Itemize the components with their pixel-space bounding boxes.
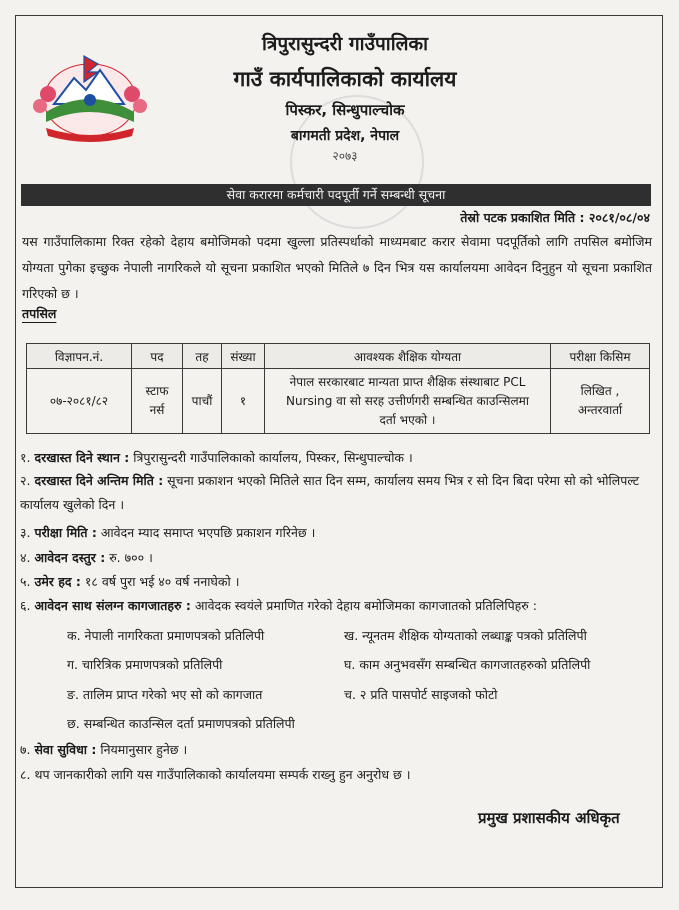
vacancy-table	[26, 343, 650, 434]
item-number: ३.	[20, 525, 31, 540]
exam-line-2: अन्तरवार्ता	[577, 403, 623, 417]
item-number: २.	[20, 473, 31, 488]
office-address: पिस्कर, सिन्धुपाल्चोक	[285, 101, 405, 119]
document-item: छ. सम्बन्धित काउन्सिल दर्ता प्रमाणपत्रको प्रतिलिपी	[67, 716, 295, 731]
item-text: थप जानकारीको लागि यस गाउँपालिकाको कार्यालयमा सम्पर्क राख्नु हुन अनुरोध छ ।	[34, 767, 411, 782]
list-item	[20, 449, 413, 466]
province-name: बागमती प्रदेश, नेपाल	[290, 128, 400, 144]
col-count: संख्या	[222, 344, 265, 369]
item-label: आवेदन साथ संलग्न कागजातहरु :	[34, 598, 191, 613]
item-text: आवेदन म्याद समाप्त भएपछि प्रकाशन गरिनेछ ।	[96, 525, 316, 540]
document-item: च. २ प्रति पासपोर्ट साइजको फोटो	[344, 687, 498, 702]
item-text: आवेदक स्वयंले प्रमाणित गरेको देहाय बमोजिमका कागजातको प्रतिलिपिहरु :	[190, 598, 537, 613]
qualification-line-1: नेपाल सरकारबाट मान्यता प्राप्त शैक्षिक संस्थाबाट PCL	[289, 374, 526, 389]
item-text: १८ वर्ष पुरा भई ४० वर्ष ननाघेको ।	[80, 574, 240, 589]
level-cell: पाचौं	[183, 369, 222, 434]
col-ad-number: विज्ञापन.नं.	[27, 344, 132, 369]
document-item: ग. चारित्रिक प्रमाणपत्रको प्रतिलिपी	[67, 657, 223, 672]
schedule-heading: तपसिल	[22, 306, 57, 321]
publication-date: तेस्रो पटक प्रकाशित मिति : २०८१/०८/०४	[460, 210, 650, 225]
col-post: पद	[132, 344, 183, 369]
established-year: २०७३	[332, 149, 358, 163]
item-label: परीक्षा मिति :	[34, 525, 97, 540]
item-label: दरखास्त दिने अन्तिम मिति :	[34, 473, 164, 488]
item-number: ६.	[20, 598, 31, 613]
item-number: १.	[20, 450, 31, 465]
count-cell: १	[222, 369, 265, 434]
item-text: रु. ७०० ।	[105, 550, 153, 565]
col-level: तह	[183, 344, 222, 369]
list-item	[20, 524, 315, 541]
list-item	[20, 549, 153, 566]
table-row	[27, 369, 650, 434]
list-item	[20, 469, 642, 517]
table-header-row	[27, 344, 650, 369]
signatory-title: प्रमुख प्रशासकीय अधिकृत	[478, 809, 620, 827]
col-exam-type: परीक्षा किसिम	[551, 344, 650, 369]
exam-line-1: लिखित ,	[580, 384, 620, 398]
qualification-line-3: दर्ता भएको ।	[379, 412, 436, 427]
document-item: ङ. तालिम प्राप्त गरेको भए सो को कागजात	[67, 687, 263, 702]
item-number: ५.	[20, 574, 31, 589]
municipality-emblem-icon	[24, 42, 156, 148]
ad-number: ०७-२०८१/८२	[27, 369, 132, 434]
document-item: ख. न्यूनतम शैक्षिक योग्यताको लब्धाङ्क पत्रको प्रतिलिपी	[344, 628, 587, 643]
post-line-2: नर्स	[149, 403, 165, 417]
item-text: नियमानुसार हुनेछ ।	[96, 742, 188, 757]
notice-title: सेवा करारमा कर्मचारी पदपूर्ती गर्ने सम्बन्धी सूचना	[21, 184, 651, 206]
item-number: ८.	[20, 767, 31, 782]
list-item	[20, 766, 410, 783]
list-item	[20, 573, 239, 590]
list-item	[20, 741, 187, 758]
municipality-name: त्रिपुरासुन्दरी गाउँपालिका	[261, 33, 429, 55]
item-number: ४.	[20, 550, 31, 565]
post-line-1: स्टाफ	[145, 384, 169, 398]
item-label: आवेदन दस्तुर :	[34, 550, 106, 565]
list-item	[20, 597, 537, 614]
exam-cell	[551, 369, 650, 434]
intro-paragraph: यस गाउँपालिकामा रिक्त रहेको देहाय बमोजिमको पदमा खुल्ला प्रतिस्पर्धाको माध्यमबाट करार सेवामा पदपूर्तिको लागि तपसिल बमोजिम योग्यता पुगेका इच्छुक नेपाली नागरिकले यो सूचना प्रकाशित भएको मितिले ७ दिन भित्र यस कार्यालयमा आवेदन दिनुहुन यो सूचना प्रकाशित गरिएको छ ।	[22, 234, 652, 301]
office-name: गाउँ कार्यपालिकाको कार्यालय	[233, 67, 457, 91]
item-number: ७.	[20, 742, 31, 757]
document-item: घ. काम अनुभवसँग सम्बन्धित कागजातहरुको प्रतिलिपी	[344, 657, 591, 672]
qualification-cell	[265, 369, 551, 434]
col-qualification: आवश्यक शैक्षिक योग्यता	[265, 344, 551, 369]
post-cell	[132, 369, 183, 434]
item-text: सूचना प्रकाशन भएको मितिले सात दिन सम्म, कार्यालय समय भित्र र सो दिन बिदा परेमा सो को भोलिपल्ट कार्यालय खुलेको दिन ।	[20, 473, 640, 512]
item-label: दरखास्त दिने स्थान :	[34, 450, 130, 465]
item-label: उमेर हद :	[34, 574, 81, 589]
qualification-line-2: Nursing वा सो सरह उत्तीर्णगरी सम्बन्धित काउन्सिलमा	[286, 393, 529, 408]
item-text: त्रिपुरासुन्दरी गाउँपालिकाको कार्यालय, पिस्कर, सिन्धुपाल्चोक ।	[129, 450, 413, 465]
item-label: सेवा सुविधा :	[34, 742, 97, 757]
document-item: क. नेपाली नागरिकता प्रमाणपत्रको प्रतिलिपी	[67, 628, 265, 643]
